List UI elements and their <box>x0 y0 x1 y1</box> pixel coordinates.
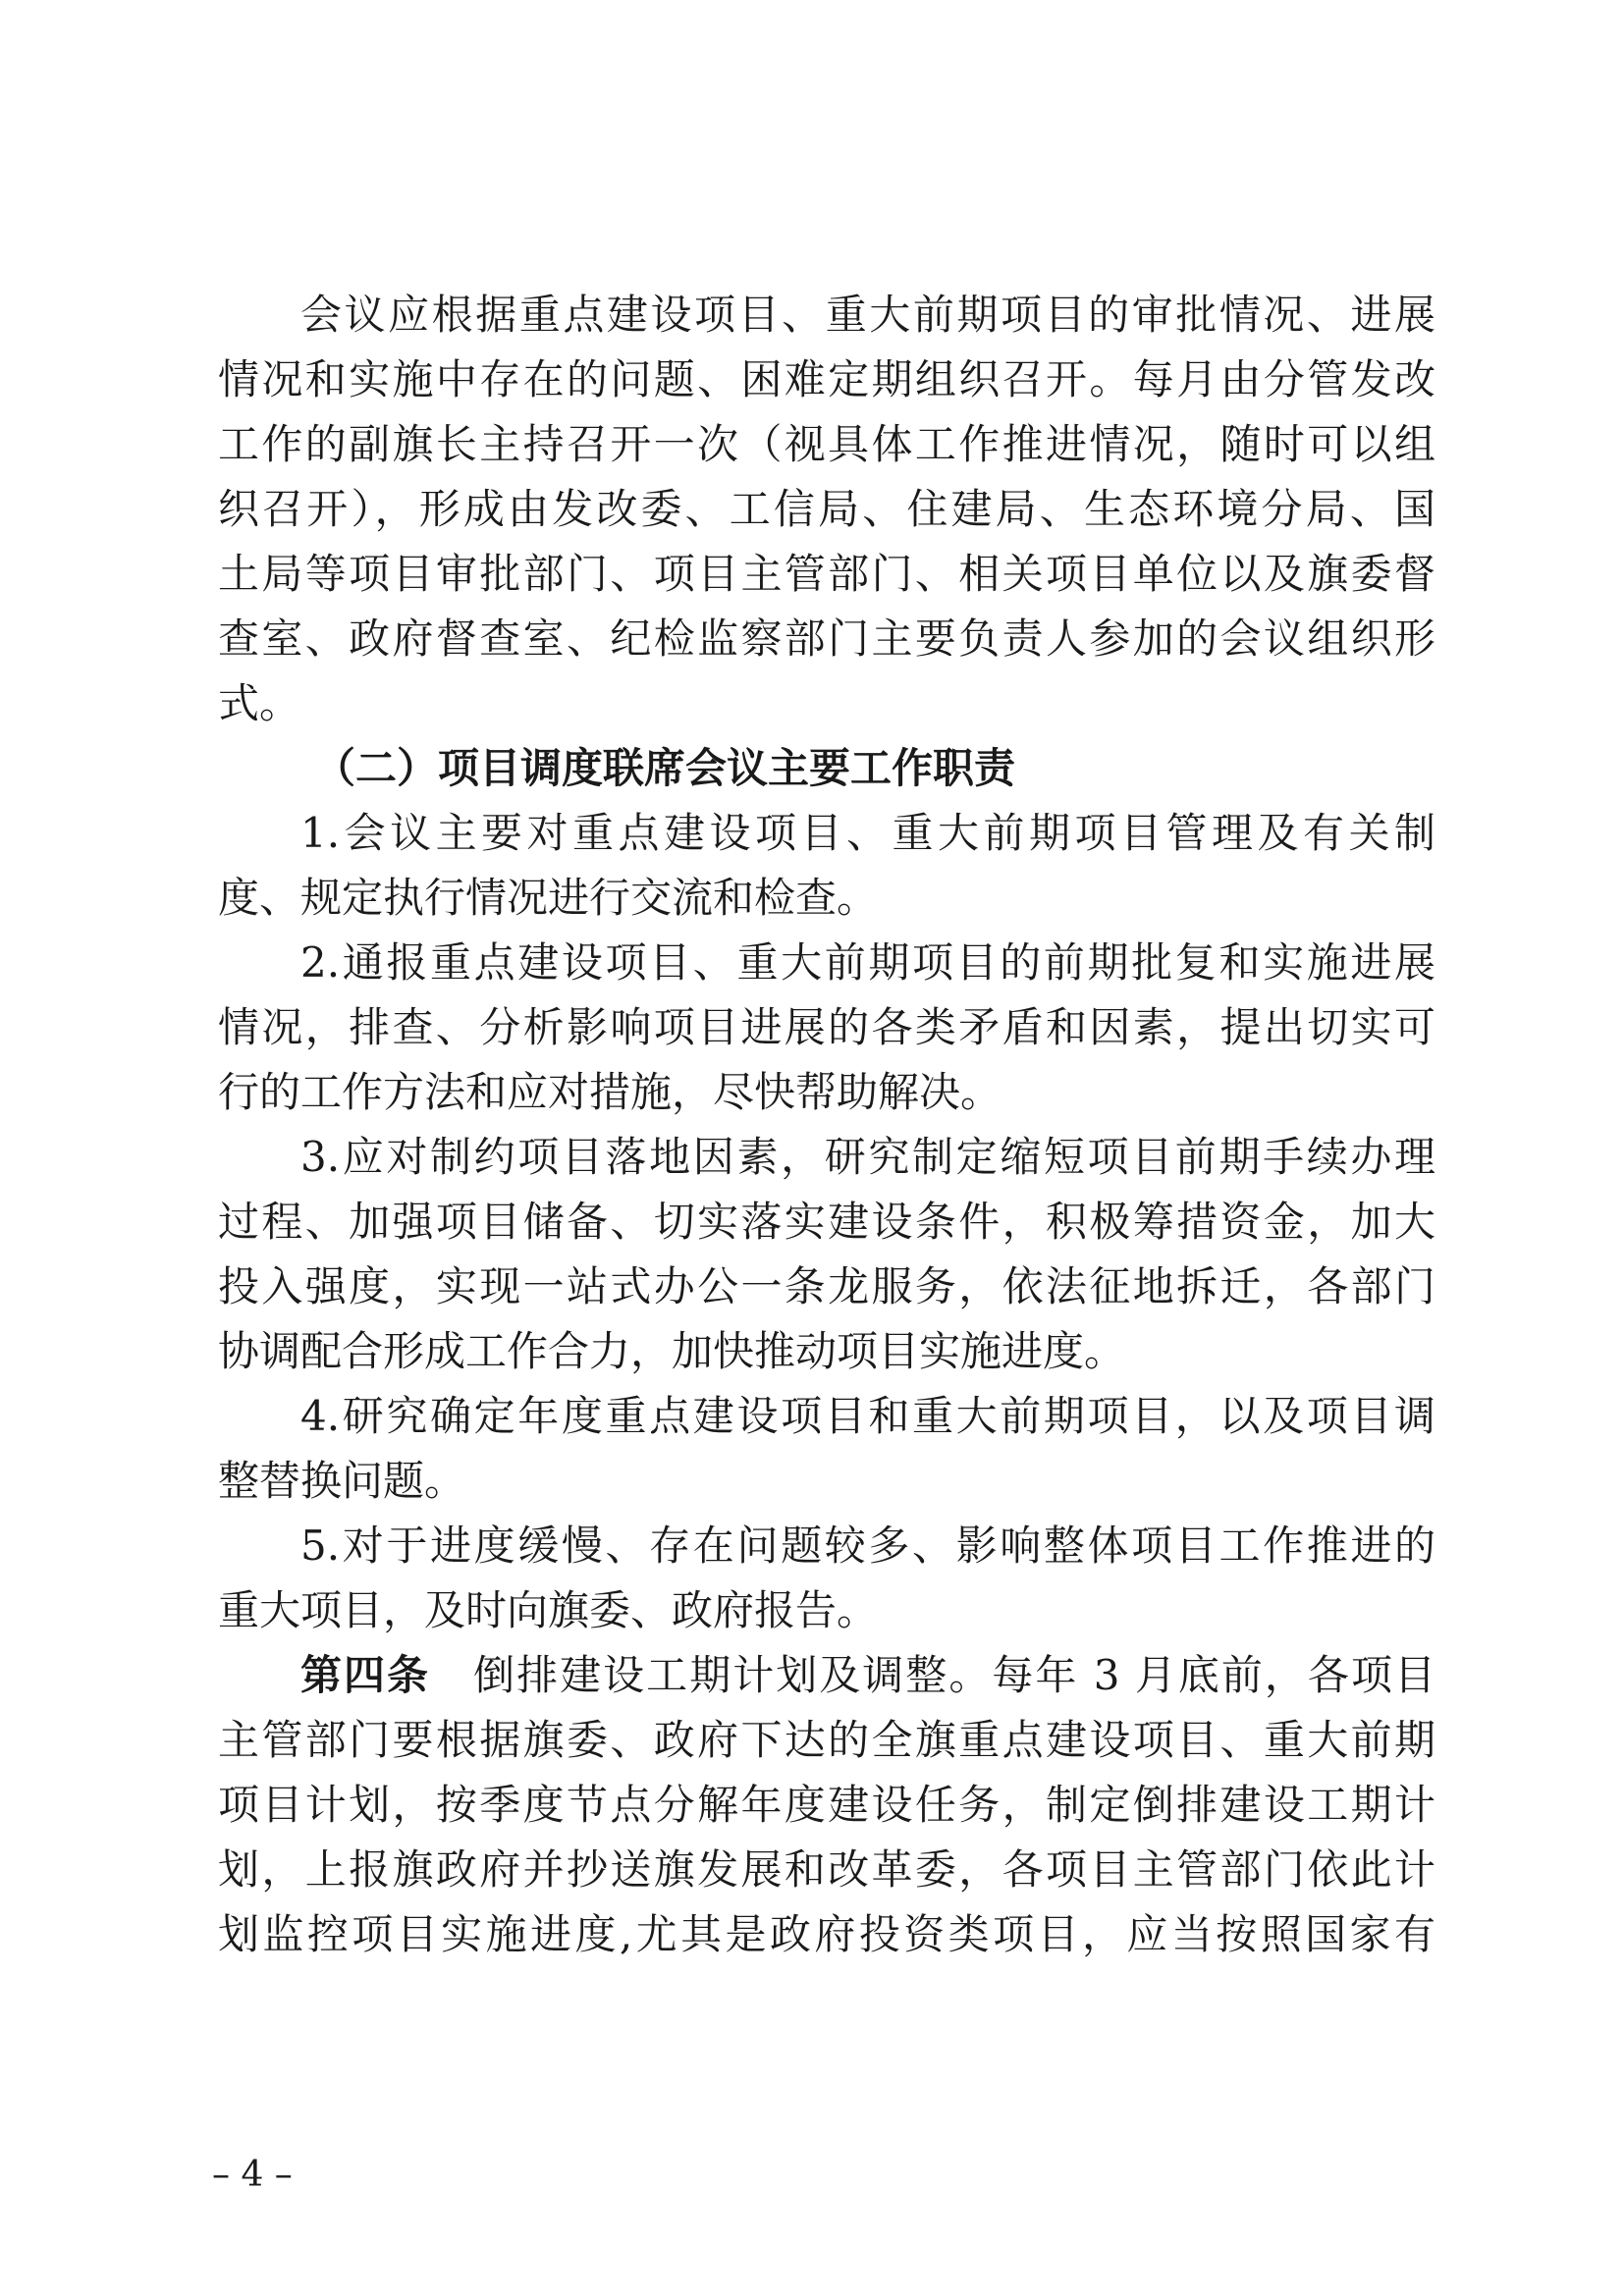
text-line: 查室、政府督查室、纪检监察部门主要负责人参加的会议组织形 <box>218 614 1435 663</box>
text-line: 5.对于进度缓慢、存在问题较多、影响整体项目工作推进的 <box>300 1522 1435 1570</box>
text-line: 情况，排查、分析影响项目进展的各类矛盾和因素，提出切实可 <box>218 1003 1435 1051</box>
text-line: 1.会议主要对重点建设项目、重大前期项目管理及有关制 <box>300 809 1435 857</box>
article-label: 第四条 <box>300 1651 431 1699</box>
text-line: 织召开），形成由发改委、工信局、住建局、生态环境分局、国 <box>218 485 1435 533</box>
page-number: – 4 – <box>212 2155 293 2195</box>
text-line: 度、规定执行情况进行交流和检查。 <box>218 874 879 922</box>
text-line: 4.研究确定年度重点建设项目和重大前期项目，以及项目调 <box>300 1392 1435 1440</box>
text-line: 划，上报旗政府并抄送旗发展和改革委，各项目主管部门依此计 <box>218 1845 1435 1894</box>
section-heading: （二）项目调度联席会议主要工作职责 <box>314 744 1016 792</box>
text-line: 主管部门要根据旗委、政府下达的全旗重点建设项目、重大前期 <box>218 1716 1435 1764</box>
text-line: 重大项目，及时向旗委、政府报告。 <box>218 1586 879 1634</box>
text-line: 过程、加强项目储备、切实落实建设条件，积极筹措资金，加大 <box>218 1198 1435 1246</box>
text-line: 行的工作方法和应对措施，尽快帮助解决。 <box>218 1068 1002 1116</box>
text-line: 2.通报重点建设项目、重大前期项目的前期批复和实施进展 <box>300 938 1435 987</box>
text-line: 工作的副旗长主持召开一次（视具体工作推进情况，随时可以组 <box>218 420 1435 468</box>
text-line: 3.应对制约项目落地因素，研究制定缩短项目前期手续办理 <box>300 1133 1435 1181</box>
text-line: 情况和实施中存在的问题、困难定期组织召开。每月由分管发改 <box>218 355 1435 403</box>
article-line <box>218 1643 1435 1708</box>
text-line: 整替换问题。 <box>218 1457 466 1505</box>
text-line: 划监控项目实施进度,尤其是政府投资类项目，应当按照国家有 <box>218 1910 1435 1958</box>
text-line: 协调配合形成工作合力，加快推动项目实施进度。 <box>218 1327 1126 1375</box>
article-text: 倒排建设工期计划及调整。每年 3 月底前，各项目 <box>473 1651 1435 1699</box>
document-body <box>218 283 1435 1967</box>
text-line: 投入强度，实现一站式办公一条龙服务，依法征地拆迁，各部门 <box>218 1262 1435 1310</box>
text-line: 会议应根据重点建设项目、重大前期项目的审批情况、进展 <box>300 291 1435 339</box>
text-line: 项目计划，按季度节点分解年度建设任务，制定倒排建设工期计 <box>218 1781 1435 1829</box>
text-line: 式。 <box>218 679 301 727</box>
text-line: 土局等项目审批部门、项目主管部门、相关项目单位以及旗委督 <box>218 550 1435 598</box>
